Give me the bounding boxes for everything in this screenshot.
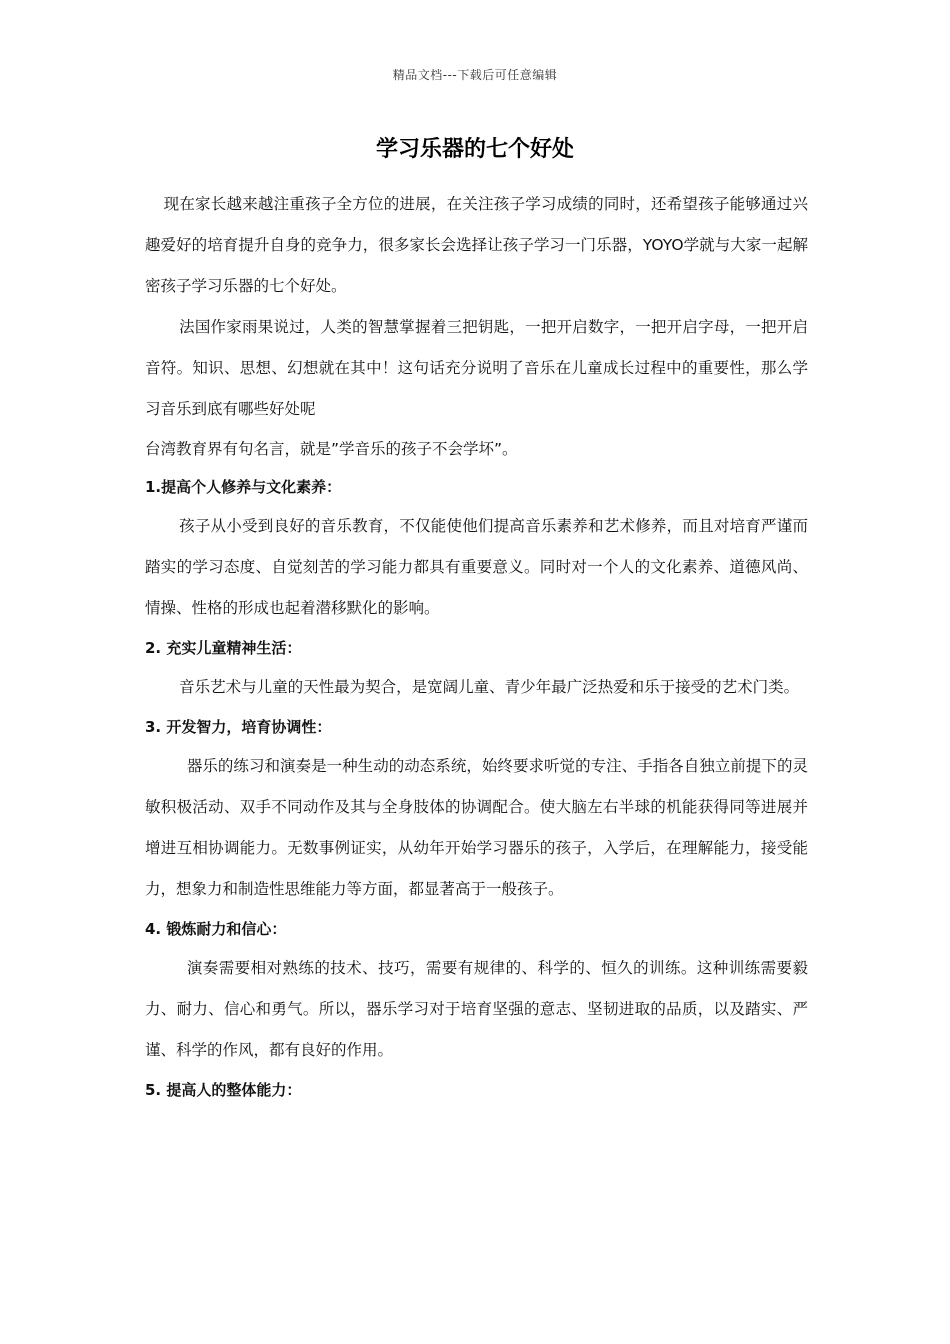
section-2-body: 音乐艺术与儿童的天性最为契合，是宽阔儿童、青少年最广泛热爱和乐于接受的艺术门类。 [179, 678, 800, 696]
section-3-body: 器乐的练习和演奏是一种生动的动态系统，始终要求听觉的专注、手指各自独立前提下的灵敏积极活动、双手不同动作及其与全身肢体的协调配合。使大脑左右半球的机能获得同等进展并增进互相协调能力。无数事例证实，从幼年开始学习器乐的孩子，入学后，在理解能力，接受能力，想象力和制造性思维能力等方面，都显著高于一般孩子。 [145, 757, 808, 898]
quote-paragraph: 法国作家雨果说过，人类的智慧掌握着三把钥匙，一把开启数字，一把开启字母，一把开启音符。知识、思想、幻想就在其中！这句话充分说明了音乐在儿童成长过程中的重要性，那么学习音乐到底有哪些好处呢 [145, 318, 808, 418]
taiwan-saying-line: 台湾教育界有句名言，就是”学音乐的孩子不会学坏”。 [145, 440, 518, 458]
document-body [145, 184, 808, 1109]
section-4-heading: 4. 锻炼耐力和信心： [145, 920, 287, 938]
document-title: 学习乐器的七个好处 [375, 137, 574, 162]
section-1-heading: 1.提高个人修养与文化素养： [145, 478, 342, 496]
section-4-body: 演奏需要相对熟练的技术、技巧，需要有规律的、科学的、恒久的训练。这种训练需要毅力、耐力、信心和勇气。所以，器乐学习对于培育坚强的意志、坚韧进取的品质，以及踏实、严谨、科学的作风，都有良好的作用。 [145, 959, 808, 1059]
section-2-heading: 2. 充实儿童精神生活： [145, 639, 302, 657]
section-1-body: 孩子从小受到良好的音乐教育，不仅能使他们提高音乐素养和艺术修养，而且对培育严谨而踏实的学习态度、自觉刻苦的学习能力都具有重要意义。同时对一个人的文化素养、道德风尚、情操、性格的形成也起着潜移默化的影响。 [145, 517, 808, 617]
intro-paragraph: 现在家长越来越注重孩子全方位的进展，在关注孩子学习成绩的同时，还希望孩子能够通过兴趣爱好的培育提升自身的竞争力，很多家长会选择让孩子学习一门乐器，YOYO学就与大家一起解密孩子学习乐器的七个好处。 [145, 195, 808, 295]
page-header-watermark: 精品文档---下载后可任意编辑 [392, 68, 558, 82]
section-3-heading: 3. 开发智力，培育协调性： [145, 718, 332, 736]
section-5-heading: 5. 提高人的整体能力： [145, 1081, 302, 1099]
